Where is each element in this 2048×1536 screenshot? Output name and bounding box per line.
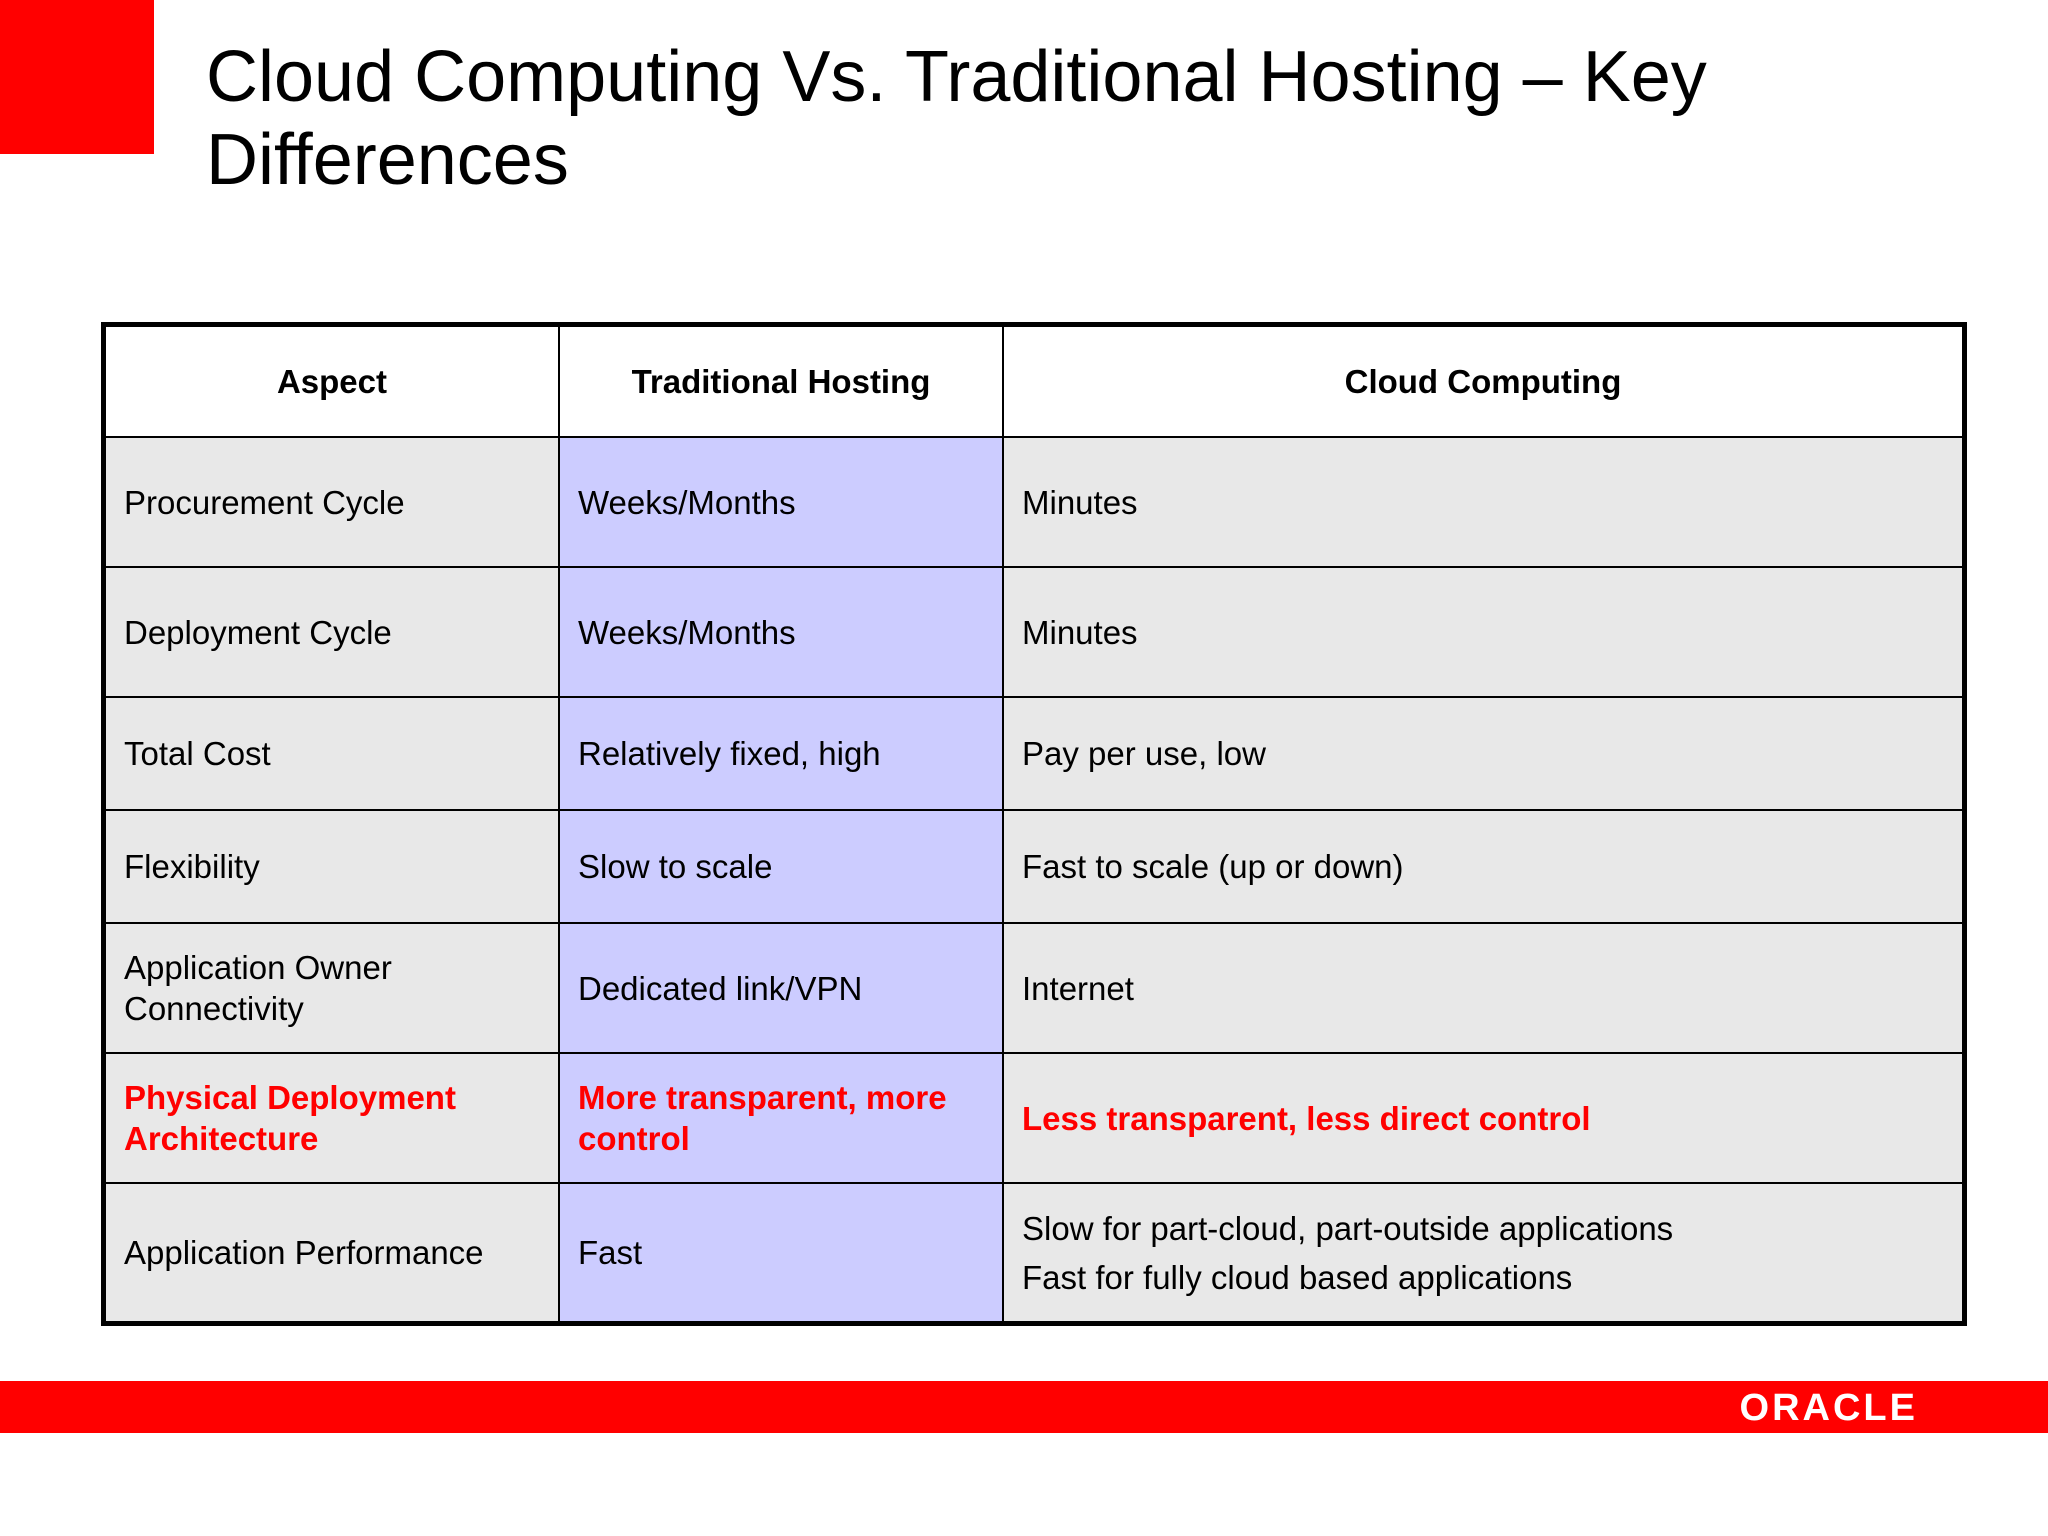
header-aspect: Aspect bbox=[106, 327, 559, 437]
cloud-cell-line: Fast for fully cloud based applications bbox=[1022, 1258, 1573, 1296]
slide-title: Cloud Computing Vs. Traditional Hosting – Key Differences bbox=[206, 37, 1707, 200]
comparison-table-grid bbox=[106, 327, 1962, 1321]
oracle-logo: ORACLE bbox=[1739, 1387, 1918, 1429]
aspect-cell: Procurement Cycle bbox=[106, 437, 559, 567]
table-row bbox=[106, 923, 1962, 1053]
table-header-row bbox=[106, 327, 1962, 437]
corner-accent-block bbox=[0, 0, 154, 154]
comparison-table bbox=[101, 322, 1967, 1326]
aspect-cell: Total Cost bbox=[106, 697, 559, 810]
header-cloud-computing: Cloud Computing bbox=[1003, 327, 1962, 437]
aspect-cell: Physical Deployment Architecture bbox=[106, 1053, 559, 1183]
table-row bbox=[106, 437, 1962, 567]
cloud-cell: Internet bbox=[1003, 923, 1962, 1053]
cloud-cell: Less transparent, less direct control bbox=[1003, 1053, 1962, 1183]
traditional-cell: Fast bbox=[559, 1183, 1003, 1321]
aspect-cell: Application Owner Connectivity bbox=[106, 923, 559, 1053]
traditional-cell: More transparent, more control bbox=[559, 1053, 1003, 1183]
header-traditional-hosting: Traditional Hosting bbox=[559, 327, 1003, 437]
cloud-cell bbox=[1003, 1183, 1962, 1321]
table-row-highlighted bbox=[106, 1053, 1962, 1183]
aspect-cell: Application Performance bbox=[106, 1183, 559, 1321]
table-row bbox=[106, 1183, 1962, 1321]
cloud-cell-line: Slow for part-cloud, part-outside applications bbox=[1022, 1209, 1674, 1247]
table-row bbox=[106, 697, 1962, 810]
aspect-cell: Flexibility bbox=[106, 810, 559, 923]
table-row bbox=[106, 567, 1962, 697]
traditional-cell: Relatively fixed, high bbox=[559, 697, 1003, 810]
cloud-cell: Minutes bbox=[1003, 567, 1962, 697]
cloud-cell: Pay per use, low bbox=[1003, 697, 1962, 810]
traditional-cell: Dedicated link/VPN bbox=[559, 923, 1003, 1053]
traditional-cell: Weeks/Months bbox=[559, 437, 1003, 567]
traditional-cell: Slow to scale bbox=[559, 810, 1003, 923]
traditional-cell: Weeks/Months bbox=[559, 567, 1003, 697]
table-row bbox=[106, 810, 1962, 923]
cloud-cell: Fast to scale (up or down) bbox=[1003, 810, 1962, 923]
cloud-cell: Minutes bbox=[1003, 437, 1962, 567]
aspect-cell: Deployment Cycle bbox=[106, 567, 559, 697]
